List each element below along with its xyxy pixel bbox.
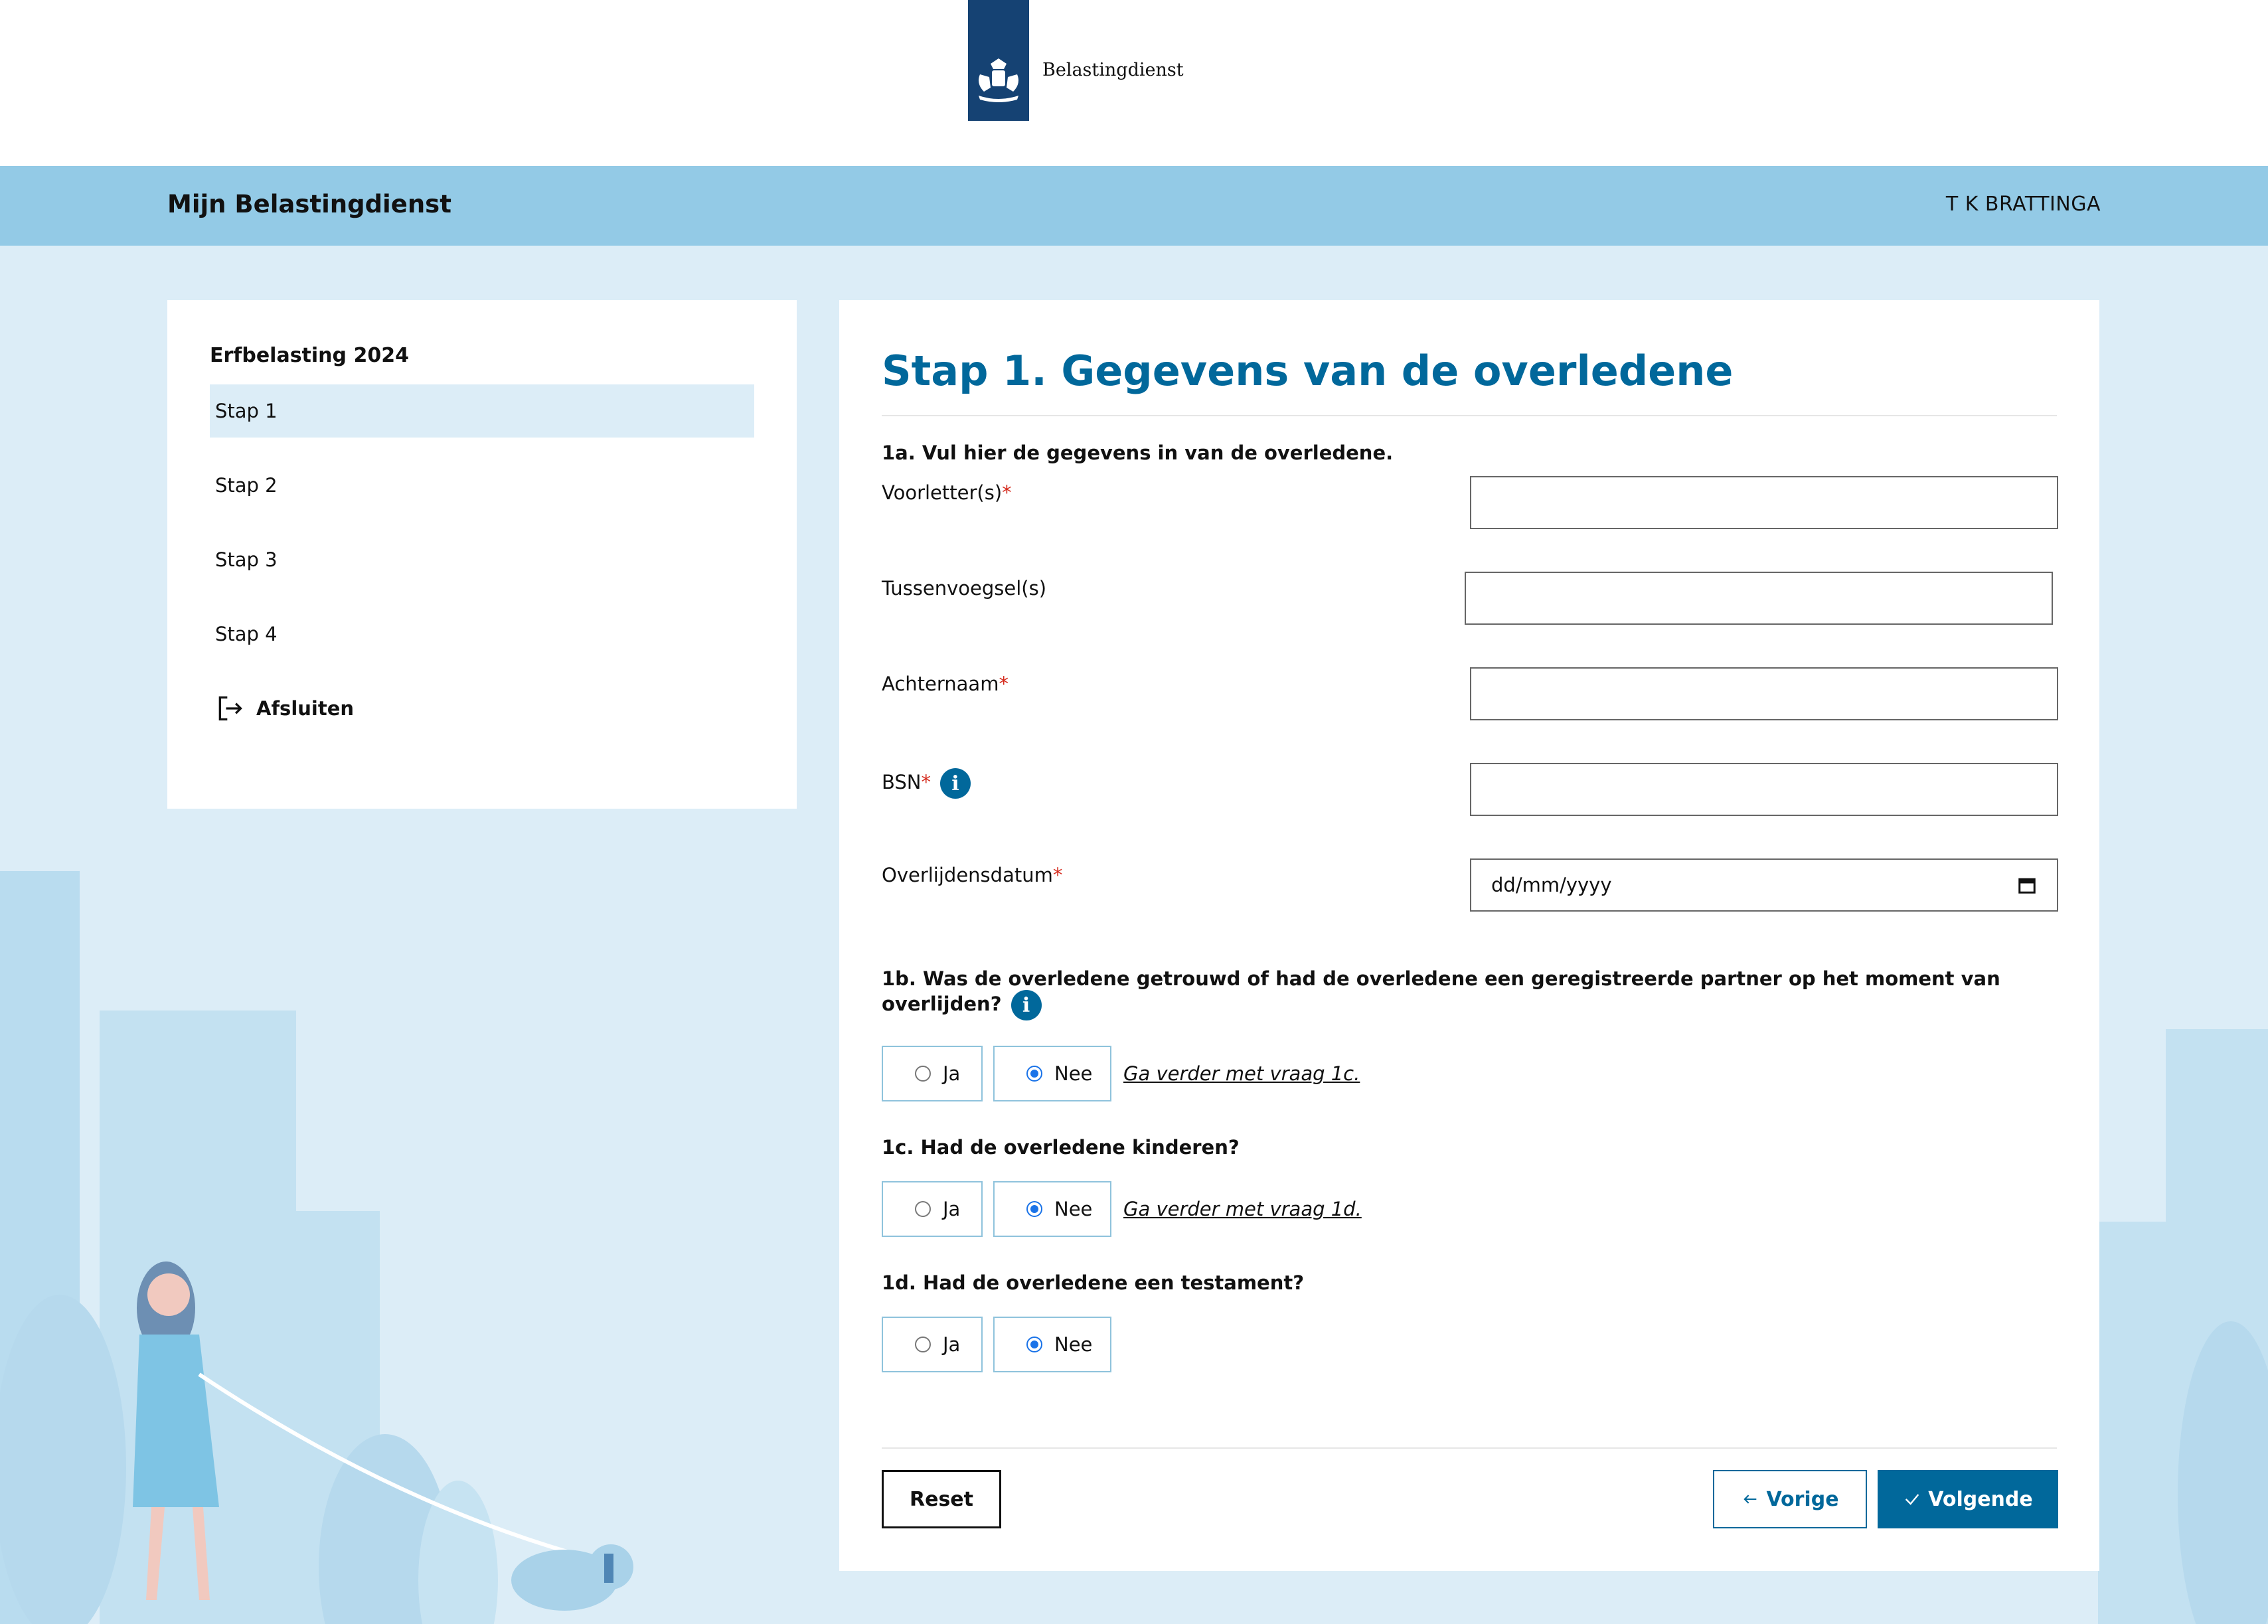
q1d-radio-group [882,1317,2057,1372]
q1b-option-nee[interactable]: Nee [993,1046,1111,1101]
header-bar [0,166,2268,246]
rijksoverheid-logo [968,0,1029,121]
app-title[interactable]: Mijn Belastingdienst [167,190,451,218]
sidebar-item-stap-2[interactable]: Stap 2 [215,474,278,497]
achternaam-input[interactable] [1470,667,2058,720]
sidebar [167,300,797,809]
page-title: Stap 1. Gegevens van de overledene [882,347,2057,416]
label-voorletters: Voorletter(s)* [882,481,1012,504]
footer-divider [882,1447,2057,1449]
calendar-icon[interactable] [2017,875,2037,895]
row-tussenvoegsel [882,560,2057,655]
question-1a: 1a. Vul hier de gegevens in van de overledene. [882,442,1394,464]
row-achternaam [882,655,2057,751]
radio-checked-icon [1026,1066,1042,1082]
next-button[interactable]: Volgende [1878,1470,2058,1528]
radio-checked-icon [1026,1337,1042,1352]
reset-button[interactable]: Reset [882,1470,1001,1528]
checkmark-icon [1903,1490,1921,1508]
label-bsn: BSN* i [882,768,971,799]
row-overlijdensdatum [882,847,2057,942]
logo-bar [0,0,2268,166]
arrow-left-icon [1741,1490,1759,1508]
question-1c: 1c. Had de overledene kinderen? [882,1136,1240,1159]
q1b-radio-group [882,1046,2057,1101]
label-achternaam: Achternaam* [882,673,1009,695]
row-bsn [882,751,2057,847]
q1c-option-nee[interactable]: Nee [993,1181,1111,1237]
q1d-option-ja[interactable]: Ja [882,1317,983,1372]
row-voorletters [882,464,2057,560]
voorletters-input[interactable] [1470,476,2058,529]
bsn-info-icon[interactable]: i [940,768,971,799]
sidebar-item-stap-3[interactable]: Stap 3 [215,548,278,571]
logout-icon [215,694,244,723]
radio-checked-icon [1026,1201,1042,1217]
question-1d: 1d. Had de overledene een testament? [882,1271,1305,1294]
date-placeholder: dd/mm/yyyy [1491,874,1612,896]
bsn-input[interactable] [1470,763,2058,816]
overlijdensdatum-input[interactable] [1470,858,2058,912]
radio-unchecked-icon [915,1201,931,1217]
q1b-option-ja[interactable]: Ja [882,1046,983,1101]
close-button[interactable] [210,682,754,735]
q1d-option-nee[interactable]: Nee [993,1317,1111,1372]
q1b-goto-link[interactable]: Ga verder met vraag 1c. [1123,1062,1360,1085]
q1c-option-ja[interactable]: Ja [882,1181,983,1237]
question-1b: 1b. Was de overledene getrouwd of had de overledene een geregistreerde partner op het moment van overlijden? i [882,967,2057,1020]
coat-of-arms-icon [972,54,1025,108]
close-label: Afsluiten [256,697,355,720]
user-name[interactable]: T K BRATTINGA [1945,193,2101,216]
radio-unchecked-icon [915,1066,931,1082]
q1b-info-icon[interactable]: i [1011,990,1042,1020]
q1c-goto-link[interactable]: Ga verder met vraag 1d. [1123,1198,1362,1220]
previous-button[interactable]: Vorige [1713,1470,1867,1528]
main-panel [839,300,2099,1571]
q1c-radio-group [882,1181,2057,1237]
label-tussenvoegsel: Tussenvoegsel(s) [882,577,1047,600]
tussenvoegsel-input[interactable] [1465,572,2053,625]
label-overlijdensdatum: Overlijdensdatum* [882,864,1063,886]
radio-unchecked-icon [915,1337,931,1352]
logo-text: Belastingdienst [1042,60,1184,80]
sidebar-item-stap-1[interactable]: Stap 1 [210,384,754,438]
sidebar-item-stap-4[interactable]: Stap 4 [215,623,278,645]
sidebar-title: Erfbelasting 2024 [210,344,409,367]
